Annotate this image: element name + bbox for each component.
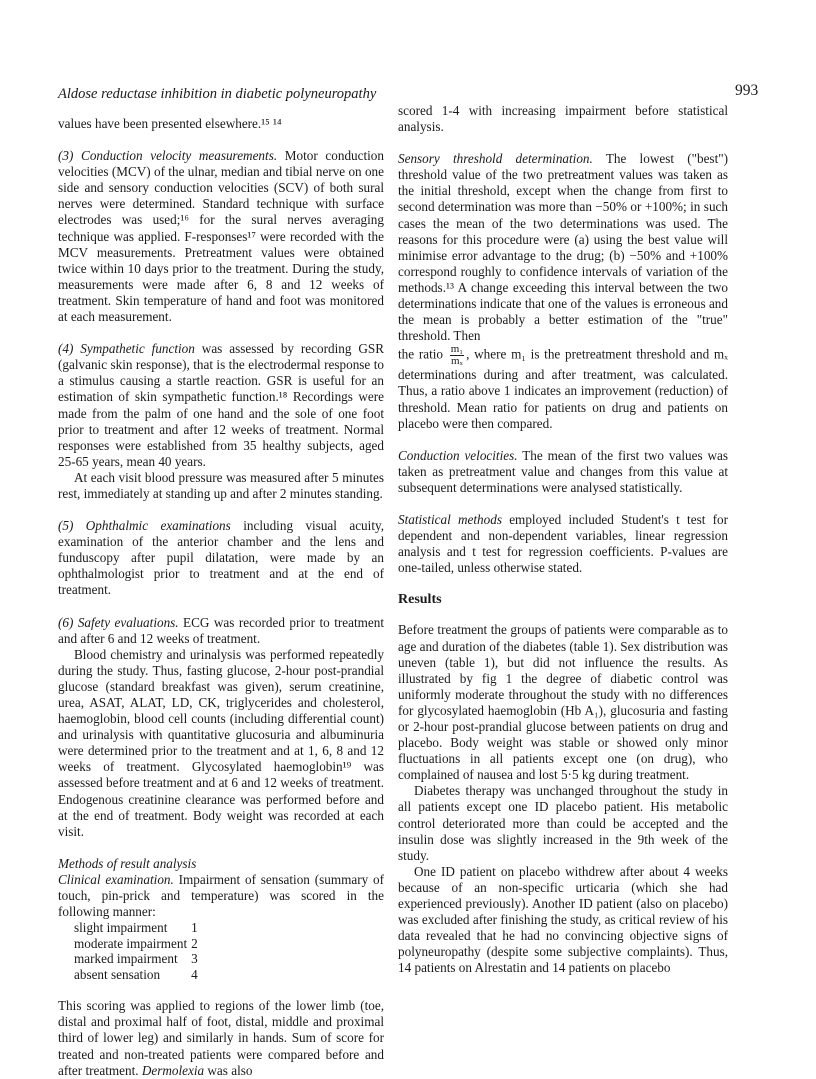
impairment-score-table [74,920,198,982]
left-column [58,116,384,1079]
score-row: marked impairment 3 [74,951,198,967]
results-paragraph-3: One ID patient on placebo withdrew after about 4 weeks because of an non-specific urticaria (which she had experienced previously). Another ID patient (also on placebo) was excluded after finishing the study, as critical review of his data revealed that he had no convincing objective signs of polyneuropathy (despite some subjective complaints). Thus, 14 patients on Alrestatin and 14 patients on placebo [398,863,728,976]
sensory-threshold-paragraph: Sensory threshold determination. The lowest ("best") threshold value of the two pretreatment values was taken as the initial threshold, except when the change from first to second determination was more than −50% or +100%; in such cases the mean of the two determinations was used. The reasons for this procedure were (a) using the best value will minimise error advantage to the drug; (b) −50% and +100% correspond roughly to confidence intervals of variation of the methods.¹³ A change exceeding this interval between the two determinations indicate that one of the values is erroneous and the mean is probably a better estimation of the "true" threshold. Then [398,151,729,344]
clinical-examination-title: Clinical examination. [58,871,174,887]
safety-title: (6) Safety evaluations. [58,614,179,630]
score-row: moderate impairment 2 [74,935,198,951]
ophthalmic-paragraph: (5) Ophthalmic examinations including visual acuity, examination of the anterior chamber and the lens and funduscopy after pupil dilatation, were made by an ophthalmologist prior to treatment and at the end of treatment. [58,518,385,598]
conduction-velocity-paragraph: (3) Conduction velocity measurements. Motor conduction velocities (MCV) of the ulnar, median and tibial nerve on one side and sensory conduction velocities (SCV) of both sural nerves were determined. Standard technique with surface electrodes was used;¹⁶ for the sural nerves averaging technique was applied. F-responses¹⁷ were recorded with the MCV measurements. Pretreatment values were obtained twice within 10 days prior to the treatment. During the study, measurements were made after 6, 8 and 12 weeks of treatment. Skin temperature of hand and foot was monitored at each measurement. [58,148,384,325]
score-row: absent sensation 4 [74,966,198,982]
ratio-fraction: $\frac{\text{m₁}}{\text{mₓ}}$ [450,343,464,368]
blood-chemistry-paragraph: Blood chemistry and urinalysis was performed repeatedly during the study. Thus, fasting glucose, 2-hour post-prandial glucose (standard breakfast was given), serum creatinine, urea, ASAT, ALAT, LD, CK, triglycerides and cholesterol, haemoglobin, blood cell counts (including differential count) and urinalysis with quantitative glucosuria and albuminuria were determined prior to the treatment and at 1, 6, 8 and 12 weeks of treatment. Glycosylated haemoglobin¹⁹ was assessed before treatment and at 6 and 12 weeks of treatment. Endogenous creatinine clearance was performed before and at the end of treatment. Body weight was recorded at each visit. [58,646,384,839]
ophthalmic-title: (5) Ophthalmic examinations [58,518,231,534]
results-paragraph-2: Diabetes therapy was unchanged throughout the study in all patients except one ID placebo patient. His metabolic control deteriorated more than could be accepted and the insulin dose was slightly increased in the 9th week of the study. [398,783,728,863]
results-paragraph-1: Before treatment the groups of patients were comparable as to age and duration of the diabetes (table 1). Sex distribution was uneven (table 1), but did not influence the results. As illustrated by fig 1 the degree of diabetic control was uniformly moderate throughout the study with no differences for glycosylated haemoglobin (Hb A₁), glucosuria and fasting or 2-hour post-prandial glucose between patients on drug and placebo. Body weight was stable or showed only minor fluctuations in all patients except one (on drug), who complained of nausea and lost 5·5 kg during treatment. [398,622,728,783]
running-title: Aldose reductase inhibition in diabetic polyneuropathy [58,86,377,102]
clinical-examination-paragraph: Clinical examination. Impairment of sensation (summary of touch, pin-prick and temperature) was scored in the following manner: [58,871,384,920]
blood-pressure-paragraph: At each visit blood pressure was measured after 5 minutes rest, immediately at standing up and after 2 minutes standing. [58,469,384,501]
intro-paragraph: values have been presented elsewhere.¹⁵ ¹⁴ [58,116,282,131]
continued-paragraph: scored 1-4 with increasing impairment before statistical analysis. [398,103,728,135]
page-number: 993 [735,82,759,99]
results-heading: Results [398,592,442,608]
statistical-methods-paragraph: Statistical methods employed included Student's t test for dependent and non-dependent variables, linear regression analysis and t test for regression coefficients. P-values are one-tailed, unless otherwise stated. [398,511,728,576]
sympathetic-function-paragraph: (4) Sympathetic function was assessed by recording GSR (galvanic skin response), that is the electrodermal response to a stimulus causing a startle reaction. GSR is useful for an estimation of skin sympathetic function.¹⁸ Recordings were made from the palm of one hand and the sole of one foot prior to treatment and after 12 weeks of treatment. Normal responses were established from 35 healthy subjects, aged 25-65 years, mean 40 years. [58,341,385,469]
ratio-paragraph: the ratio $\frac{\text{m₁}}{\text{mₓ}}$ , where m₁ is the pretreatment threshold and mₓ determinations during and after treatment, was calculated. Thus, a ratio above 1 indicates an improvement (reduction) of threshold. Mean ratio for patients on drug and patients on placebo were then compared. [398,343,728,431]
score-row: slight impairment 1 [74,920,198,936]
scoring-paragraph: This scoring was applied to regions of the lower limb (toe, distal and proximal half of foot, distal, middle and proximal third of lower leg) and similarly in hands. Sum of score for treated and non-treated patients were compared before and after treatment. Dermolexia was also [58,998,384,1078]
statistical-methods-title: Statistical methods [398,511,502,527]
dermolexia-term: Dermolexia [141,1062,205,1078]
sympathetic-function-title: (4) Sympathetic function [58,341,195,357]
safety-paragraph: (6) Safety evaluations. ECG was recorded prior to treatment and after 6 and 12 weeks of treatment. [58,614,384,646]
right-column [398,103,728,977]
sensory-threshold-title: Sensory threshold determination. [398,151,593,167]
conduction-velocities-paragraph: Conduction velocities. The mean of the first two values was taken as pretreatment value and changes from this value at subsequent determinations were analysed statistically. [398,447,728,495]
conduction-velocity-title: (3) Conduction velocity measurements. [58,148,278,164]
conduction-velocities-title: Conduction velocities. [398,447,518,463]
methods-title: Methods of result analysis [58,855,197,871]
